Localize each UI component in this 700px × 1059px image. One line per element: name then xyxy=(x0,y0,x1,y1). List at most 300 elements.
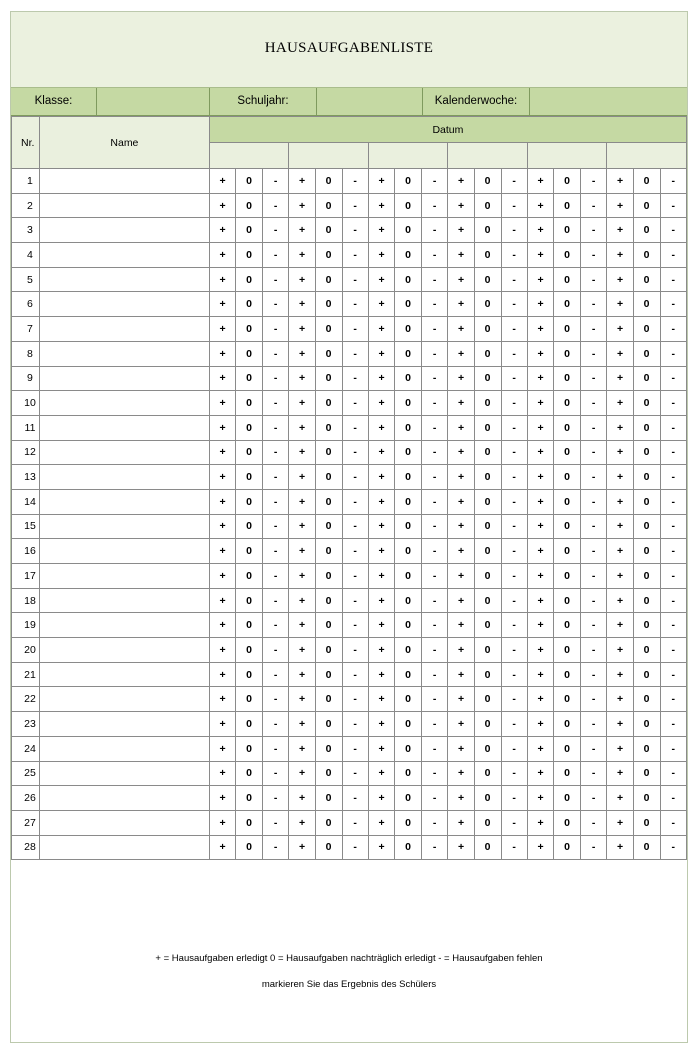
mark-zero[interactable]: 0 xyxy=(474,712,501,737)
mark-plus[interactable]: + xyxy=(209,539,235,564)
mark-minus[interactable]: - xyxy=(501,564,527,589)
mark-plus[interactable]: + xyxy=(448,218,474,243)
mark-minus[interactable]: - xyxy=(501,786,527,811)
mark-zero[interactable]: 0 xyxy=(474,292,501,317)
mark-zero[interactable]: 0 xyxy=(554,366,581,391)
mark-minus[interactable]: - xyxy=(581,761,607,786)
mark-zero[interactable]: 0 xyxy=(395,687,422,712)
mark-zero[interactable]: 0 xyxy=(395,810,422,835)
mark-plus[interactable]: + xyxy=(368,366,394,391)
mark-minus[interactable]: - xyxy=(342,712,368,737)
mark-plus[interactable]: + xyxy=(527,366,553,391)
mark-plus[interactable]: + xyxy=(527,712,553,737)
mark-plus[interactable]: + xyxy=(209,588,235,613)
mark-minus[interactable]: - xyxy=(263,267,289,292)
mark-plus[interactable]: + xyxy=(368,761,394,786)
mark-minus[interactable]: - xyxy=(660,341,686,366)
mark-minus[interactable]: - xyxy=(342,687,368,712)
mark-minus[interactable]: - xyxy=(660,415,686,440)
mark-zero[interactable]: 0 xyxy=(315,835,342,860)
mark-minus[interactable]: - xyxy=(422,169,448,194)
mark-minus[interactable]: - xyxy=(342,514,368,539)
mark-zero[interactable]: 0 xyxy=(236,366,263,391)
mark-plus[interactable]: + xyxy=(448,662,474,687)
mark-plus[interactable]: + xyxy=(448,761,474,786)
mark-plus[interactable]: + xyxy=(289,169,315,194)
mark-minus[interactable]: - xyxy=(263,564,289,589)
mark-plus[interactable]: + xyxy=(368,564,394,589)
mark-minus[interactable]: - xyxy=(342,662,368,687)
mark-zero[interactable]: 0 xyxy=(554,564,581,589)
mark-minus[interactable]: - xyxy=(660,391,686,416)
mark-minus[interactable]: - xyxy=(422,440,448,465)
mark-minus[interactable]: - xyxy=(501,267,527,292)
mark-minus[interactable]: - xyxy=(263,465,289,490)
mark-plus[interactable]: + xyxy=(368,243,394,268)
mark-plus[interactable]: + xyxy=(368,489,394,514)
mark-minus[interactable]: - xyxy=(660,193,686,218)
student-name-cell[interactable] xyxy=(39,736,209,761)
mark-zero[interactable]: 0 xyxy=(236,267,263,292)
mark-zero[interactable]: 0 xyxy=(395,317,422,342)
mark-plus[interactable]: + xyxy=(448,465,474,490)
mark-zero[interactable]: 0 xyxy=(236,736,263,761)
mark-plus[interactable]: + xyxy=(607,810,633,835)
mark-zero[interactable]: 0 xyxy=(315,736,342,761)
mark-minus[interactable]: - xyxy=(660,588,686,613)
student-name-cell[interactable] xyxy=(39,391,209,416)
mark-plus[interactable]: + xyxy=(607,489,633,514)
mark-plus[interactable]: + xyxy=(527,687,553,712)
mark-minus[interactable]: - xyxy=(263,539,289,564)
mark-zero[interactable]: 0 xyxy=(633,514,660,539)
mark-zero[interactable]: 0 xyxy=(474,391,501,416)
mark-zero[interactable]: 0 xyxy=(474,341,501,366)
mark-zero[interactable]: 0 xyxy=(554,391,581,416)
mark-minus[interactable]: - xyxy=(501,415,527,440)
mark-plus[interactable]: + xyxy=(289,514,315,539)
mark-minus[interactable]: - xyxy=(342,341,368,366)
student-name-cell[interactable] xyxy=(39,712,209,737)
mark-plus[interactable]: + xyxy=(209,440,235,465)
mark-zero[interactable]: 0 xyxy=(554,638,581,663)
mark-minus[interactable]: - xyxy=(581,564,607,589)
mark-plus[interactable]: + xyxy=(527,489,553,514)
mark-zero[interactable]: 0 xyxy=(395,662,422,687)
mark-zero[interactable]: 0 xyxy=(633,415,660,440)
student-name-cell[interactable] xyxy=(39,613,209,638)
mark-minus[interactable]: - xyxy=(660,736,686,761)
mark-plus[interactable]: + xyxy=(607,687,633,712)
mark-zero[interactable]: 0 xyxy=(236,243,263,268)
mark-zero[interactable]: 0 xyxy=(633,835,660,860)
mark-minus[interactable]: - xyxy=(263,489,289,514)
mark-plus[interactable]: + xyxy=(607,218,633,243)
mark-minus[interactable]: - xyxy=(581,514,607,539)
mark-plus[interactable]: + xyxy=(527,736,553,761)
mark-plus[interactable]: + xyxy=(607,366,633,391)
mark-minus[interactable]: - xyxy=(660,761,686,786)
mark-zero[interactable]: 0 xyxy=(474,613,501,638)
mark-plus[interactable]: + xyxy=(527,267,553,292)
mark-zero[interactable]: 0 xyxy=(315,415,342,440)
date-slot[interactable] xyxy=(209,143,289,169)
mark-zero[interactable]: 0 xyxy=(395,341,422,366)
mark-plus[interactable]: + xyxy=(289,489,315,514)
mark-plus[interactable]: + xyxy=(368,218,394,243)
mark-plus[interactable]: + xyxy=(209,391,235,416)
mark-zero[interactable]: 0 xyxy=(236,489,263,514)
mark-minus[interactable]: - xyxy=(342,317,368,342)
mark-plus[interactable]: + xyxy=(289,391,315,416)
mark-plus[interactable]: + xyxy=(448,415,474,440)
mark-minus[interactable]: - xyxy=(263,810,289,835)
mark-minus[interactable]: - xyxy=(342,440,368,465)
mark-zero[interactable]: 0 xyxy=(474,218,501,243)
mark-zero[interactable]: 0 xyxy=(633,786,660,811)
mark-zero[interactable]: 0 xyxy=(395,638,422,663)
mark-plus[interactable]: + xyxy=(289,687,315,712)
mark-minus[interactable]: - xyxy=(422,317,448,342)
mark-minus[interactable]: - xyxy=(263,712,289,737)
mark-zero[interactable]: 0 xyxy=(554,292,581,317)
mark-plus[interactable]: + xyxy=(209,638,235,663)
mark-minus[interactable]: - xyxy=(501,835,527,860)
mark-minus[interactable]: - xyxy=(501,193,527,218)
mark-plus[interactable]: + xyxy=(209,218,235,243)
mark-plus[interactable]: + xyxy=(368,440,394,465)
mark-zero[interactable]: 0 xyxy=(236,218,263,243)
mark-minus[interactable]: - xyxy=(581,341,607,366)
mark-plus[interactable]: + xyxy=(209,366,235,391)
mark-minus[interactable]: - xyxy=(342,218,368,243)
mark-minus[interactable]: - xyxy=(342,564,368,589)
mark-zero[interactable]: 0 xyxy=(474,662,501,687)
mark-minus[interactable]: - xyxy=(660,613,686,638)
student-name-cell[interactable] xyxy=(39,761,209,786)
student-name-cell[interactable] xyxy=(39,810,209,835)
mark-plus[interactable]: + xyxy=(209,514,235,539)
student-name-cell[interactable] xyxy=(39,169,209,194)
mark-zero[interactable]: 0 xyxy=(236,662,263,687)
mark-plus[interactable]: + xyxy=(289,440,315,465)
mark-zero[interactable]: 0 xyxy=(315,243,342,268)
date-slot[interactable] xyxy=(368,143,448,169)
mark-zero[interactable]: 0 xyxy=(633,341,660,366)
mark-minus[interactable]: - xyxy=(342,267,368,292)
student-name-cell[interactable] xyxy=(39,243,209,268)
mark-zero[interactable]: 0 xyxy=(315,761,342,786)
mark-minus[interactable]: - xyxy=(501,613,527,638)
mark-plus[interactable]: + xyxy=(209,193,235,218)
date-slot[interactable] xyxy=(448,143,528,169)
mark-zero[interactable]: 0 xyxy=(395,169,422,194)
mark-zero[interactable]: 0 xyxy=(474,687,501,712)
mark-plus[interactable]: + xyxy=(368,415,394,440)
mark-zero[interactable]: 0 xyxy=(395,243,422,268)
mark-minus[interactable]: - xyxy=(422,662,448,687)
mark-plus[interactable]: + xyxy=(607,440,633,465)
mark-zero[interactable]: 0 xyxy=(633,761,660,786)
mark-minus[interactable]: - xyxy=(581,810,607,835)
mark-plus[interactable]: + xyxy=(527,243,553,268)
mark-minus[interactable]: - xyxy=(263,391,289,416)
mark-plus[interactable]: + xyxy=(289,736,315,761)
student-name-cell[interactable] xyxy=(39,514,209,539)
mark-plus[interactable]: + xyxy=(527,169,553,194)
mark-plus[interactable]: + xyxy=(607,638,633,663)
mark-zero[interactable]: 0 xyxy=(236,169,263,194)
mark-plus[interactable]: + xyxy=(289,292,315,317)
mark-plus[interactable]: + xyxy=(607,761,633,786)
mark-plus[interactable]: + xyxy=(448,638,474,663)
mark-plus[interactable]: + xyxy=(368,193,394,218)
mark-zero[interactable]: 0 xyxy=(395,415,422,440)
mark-plus[interactable]: + xyxy=(209,835,235,860)
mark-minus[interactable]: - xyxy=(263,218,289,243)
mark-plus[interactable]: + xyxy=(289,218,315,243)
mark-minus[interactable]: - xyxy=(501,588,527,613)
mark-minus[interactable]: - xyxy=(501,539,527,564)
mark-minus[interactable]: - xyxy=(501,810,527,835)
mark-plus[interactable]: + xyxy=(368,810,394,835)
mark-zero[interactable]: 0 xyxy=(315,366,342,391)
mark-zero[interactable]: 0 xyxy=(395,366,422,391)
mark-minus[interactable]: - xyxy=(263,292,289,317)
mark-plus[interactable]: + xyxy=(289,810,315,835)
mark-zero[interactable]: 0 xyxy=(633,465,660,490)
mark-plus[interactable]: + xyxy=(368,712,394,737)
mark-plus[interactable]: + xyxy=(607,415,633,440)
mark-plus[interactable]: + xyxy=(368,613,394,638)
mark-plus[interactable]: + xyxy=(527,193,553,218)
mark-zero[interactable]: 0 xyxy=(315,514,342,539)
mark-plus[interactable]: + xyxy=(209,786,235,811)
mark-minus[interactable]: - xyxy=(422,786,448,811)
mark-zero[interactable]: 0 xyxy=(395,193,422,218)
mark-zero[interactable]: 0 xyxy=(554,341,581,366)
mark-minus[interactable]: - xyxy=(501,687,527,712)
student-name-cell[interactable] xyxy=(39,489,209,514)
mark-plus[interactable]: + xyxy=(368,539,394,564)
mark-minus[interactable]: - xyxy=(501,243,527,268)
mark-plus[interactable]: + xyxy=(289,193,315,218)
mark-minus[interactable]: - xyxy=(501,317,527,342)
mark-minus[interactable]: - xyxy=(501,638,527,663)
mark-minus[interactable]: - xyxy=(422,687,448,712)
mark-minus[interactable]: - xyxy=(263,588,289,613)
mark-minus[interactable]: - xyxy=(660,835,686,860)
mark-minus[interactable]: - xyxy=(422,810,448,835)
student-name-cell[interactable] xyxy=(39,786,209,811)
mark-plus[interactable]: + xyxy=(448,391,474,416)
mark-zero[interactable]: 0 xyxy=(236,588,263,613)
student-name-cell[interactable] xyxy=(39,662,209,687)
mark-minus[interactable]: - xyxy=(501,341,527,366)
mark-minus[interactable]: - xyxy=(660,465,686,490)
mark-minus[interactable]: - xyxy=(501,218,527,243)
mark-plus[interactable]: + xyxy=(527,810,553,835)
mark-plus[interactable]: + xyxy=(448,366,474,391)
mark-minus[interactable]: - xyxy=(422,564,448,589)
mark-zero[interactable]: 0 xyxy=(236,638,263,663)
mark-plus[interactable]: + xyxy=(607,465,633,490)
mark-zero[interactable]: 0 xyxy=(315,169,342,194)
mark-plus[interactable]: + xyxy=(448,712,474,737)
mark-minus[interactable]: - xyxy=(342,786,368,811)
mark-plus[interactable]: + xyxy=(289,662,315,687)
date-slot[interactable] xyxy=(607,143,687,169)
mark-plus[interactable]: + xyxy=(607,588,633,613)
mark-plus[interactable]: + xyxy=(289,588,315,613)
mark-zero[interactable]: 0 xyxy=(554,489,581,514)
mark-plus[interactable]: + xyxy=(448,736,474,761)
student-name-cell[interactable] xyxy=(39,267,209,292)
mark-zero[interactable]: 0 xyxy=(554,736,581,761)
mark-zero[interactable]: 0 xyxy=(315,786,342,811)
mark-minus[interactable]: - xyxy=(263,366,289,391)
mark-plus[interactable]: + xyxy=(607,786,633,811)
mark-minus[interactable]: - xyxy=(581,638,607,663)
mark-zero[interactable]: 0 xyxy=(554,662,581,687)
mark-minus[interactable]: - xyxy=(581,317,607,342)
mark-zero[interactable]: 0 xyxy=(554,169,581,194)
mark-plus[interactable]: + xyxy=(607,243,633,268)
mark-zero[interactable]: 0 xyxy=(633,218,660,243)
mark-zero[interactable]: 0 xyxy=(474,415,501,440)
mark-minus[interactable]: - xyxy=(422,243,448,268)
mark-minus[interactable]: - xyxy=(342,638,368,663)
mark-zero[interactable]: 0 xyxy=(236,687,263,712)
mark-zero[interactable]: 0 xyxy=(395,267,422,292)
mark-plus[interactable]: + xyxy=(448,514,474,539)
mark-zero[interactable]: 0 xyxy=(554,193,581,218)
mark-plus[interactable]: + xyxy=(607,564,633,589)
mark-zero[interactable]: 0 xyxy=(554,539,581,564)
mark-zero[interactable]: 0 xyxy=(633,292,660,317)
mark-zero[interactable]: 0 xyxy=(633,712,660,737)
mark-plus[interactable]: + xyxy=(448,193,474,218)
mark-zero[interactable]: 0 xyxy=(236,440,263,465)
mark-zero[interactable]: 0 xyxy=(395,539,422,564)
mark-minus[interactable]: - xyxy=(581,736,607,761)
mark-zero[interactable]: 0 xyxy=(633,440,660,465)
mark-minus[interactable]: - xyxy=(422,267,448,292)
mark-plus[interactable]: + xyxy=(289,786,315,811)
mark-zero[interactable]: 0 xyxy=(315,712,342,737)
mark-plus[interactable]: + xyxy=(289,761,315,786)
mark-minus[interactable]: - xyxy=(422,638,448,663)
mark-minus[interactable]: - xyxy=(660,662,686,687)
mark-minus[interactable]: - xyxy=(581,440,607,465)
mark-minus[interactable]: - xyxy=(422,588,448,613)
mark-zero[interactable]: 0 xyxy=(633,810,660,835)
mark-plus[interactable]: + xyxy=(368,391,394,416)
date-slot[interactable] xyxy=(289,143,369,169)
mark-zero[interactable]: 0 xyxy=(315,465,342,490)
mark-zero[interactable]: 0 xyxy=(633,638,660,663)
mark-plus[interactable]: + xyxy=(209,415,235,440)
mark-minus[interactable]: - xyxy=(501,489,527,514)
mark-zero[interactable]: 0 xyxy=(633,366,660,391)
mark-minus[interactable]: - xyxy=(581,613,607,638)
mark-plus[interactable]: + xyxy=(209,687,235,712)
mark-minus[interactable]: - xyxy=(660,169,686,194)
mark-plus[interactable]: + xyxy=(448,169,474,194)
mark-minus[interactable]: - xyxy=(501,366,527,391)
mark-minus[interactable]: - xyxy=(581,169,607,194)
mark-minus[interactable]: - xyxy=(342,366,368,391)
mark-plus[interactable]: + xyxy=(209,613,235,638)
mark-zero[interactable]: 0 xyxy=(554,415,581,440)
mark-zero[interactable]: 0 xyxy=(554,440,581,465)
mark-zero[interactable]: 0 xyxy=(474,835,501,860)
mark-minus[interactable]: - xyxy=(581,662,607,687)
mark-plus[interactable]: + xyxy=(448,267,474,292)
mark-plus[interactable]: + xyxy=(607,341,633,366)
mark-zero[interactable]: 0 xyxy=(315,391,342,416)
mark-zero[interactable]: 0 xyxy=(474,786,501,811)
mark-minus[interactable]: - xyxy=(342,489,368,514)
mark-plus[interactable]: + xyxy=(527,613,553,638)
mark-zero[interactable]: 0 xyxy=(633,169,660,194)
mark-minus[interactable]: - xyxy=(581,539,607,564)
student-name-cell[interactable] xyxy=(39,415,209,440)
mark-plus[interactable]: + xyxy=(289,835,315,860)
mark-plus[interactable]: + xyxy=(209,317,235,342)
mark-zero[interactable]: 0 xyxy=(633,736,660,761)
mark-zero[interactable]: 0 xyxy=(554,761,581,786)
mark-minus[interactable]: - xyxy=(660,489,686,514)
mark-plus[interactable]: + xyxy=(368,341,394,366)
mark-minus[interactable]: - xyxy=(263,835,289,860)
mark-plus[interactable]: + xyxy=(448,786,474,811)
mark-minus[interactable]: - xyxy=(422,736,448,761)
mark-zero[interactable]: 0 xyxy=(474,736,501,761)
mark-minus[interactable]: - xyxy=(342,835,368,860)
mark-minus[interactable]: - xyxy=(263,786,289,811)
klasse-field[interactable] xyxy=(97,88,210,115)
mark-zero[interactable]: 0 xyxy=(315,638,342,663)
mark-zero[interactable]: 0 xyxy=(315,613,342,638)
mark-minus[interactable]: - xyxy=(263,613,289,638)
mark-minus[interactable]: - xyxy=(263,341,289,366)
mark-plus[interactable]: + xyxy=(209,489,235,514)
mark-zero[interactable]: 0 xyxy=(474,761,501,786)
student-name-cell[interactable] xyxy=(39,687,209,712)
mark-plus[interactable]: + xyxy=(527,292,553,317)
mark-zero[interactable]: 0 xyxy=(474,317,501,342)
mark-minus[interactable]: - xyxy=(342,193,368,218)
mark-minus[interactable]: - xyxy=(581,415,607,440)
mark-plus[interactable]: + xyxy=(368,292,394,317)
mark-plus[interactable]: + xyxy=(289,317,315,342)
mark-zero[interactable]: 0 xyxy=(554,712,581,737)
mark-minus[interactable]: - xyxy=(422,712,448,737)
mark-zero[interactable]: 0 xyxy=(474,465,501,490)
mark-minus[interactable]: - xyxy=(422,613,448,638)
mark-plus[interactable]: + xyxy=(368,687,394,712)
mark-minus[interactable]: - xyxy=(342,736,368,761)
mark-minus[interactable]: - xyxy=(581,391,607,416)
mark-plus[interactable]: + xyxy=(448,440,474,465)
mark-minus[interactable]: - xyxy=(581,267,607,292)
mark-zero[interactable]: 0 xyxy=(395,835,422,860)
mark-zero[interactable]: 0 xyxy=(236,810,263,835)
mark-minus[interactable]: - xyxy=(581,366,607,391)
mark-minus[interactable]: - xyxy=(263,638,289,663)
mark-plus[interactable]: + xyxy=(368,465,394,490)
